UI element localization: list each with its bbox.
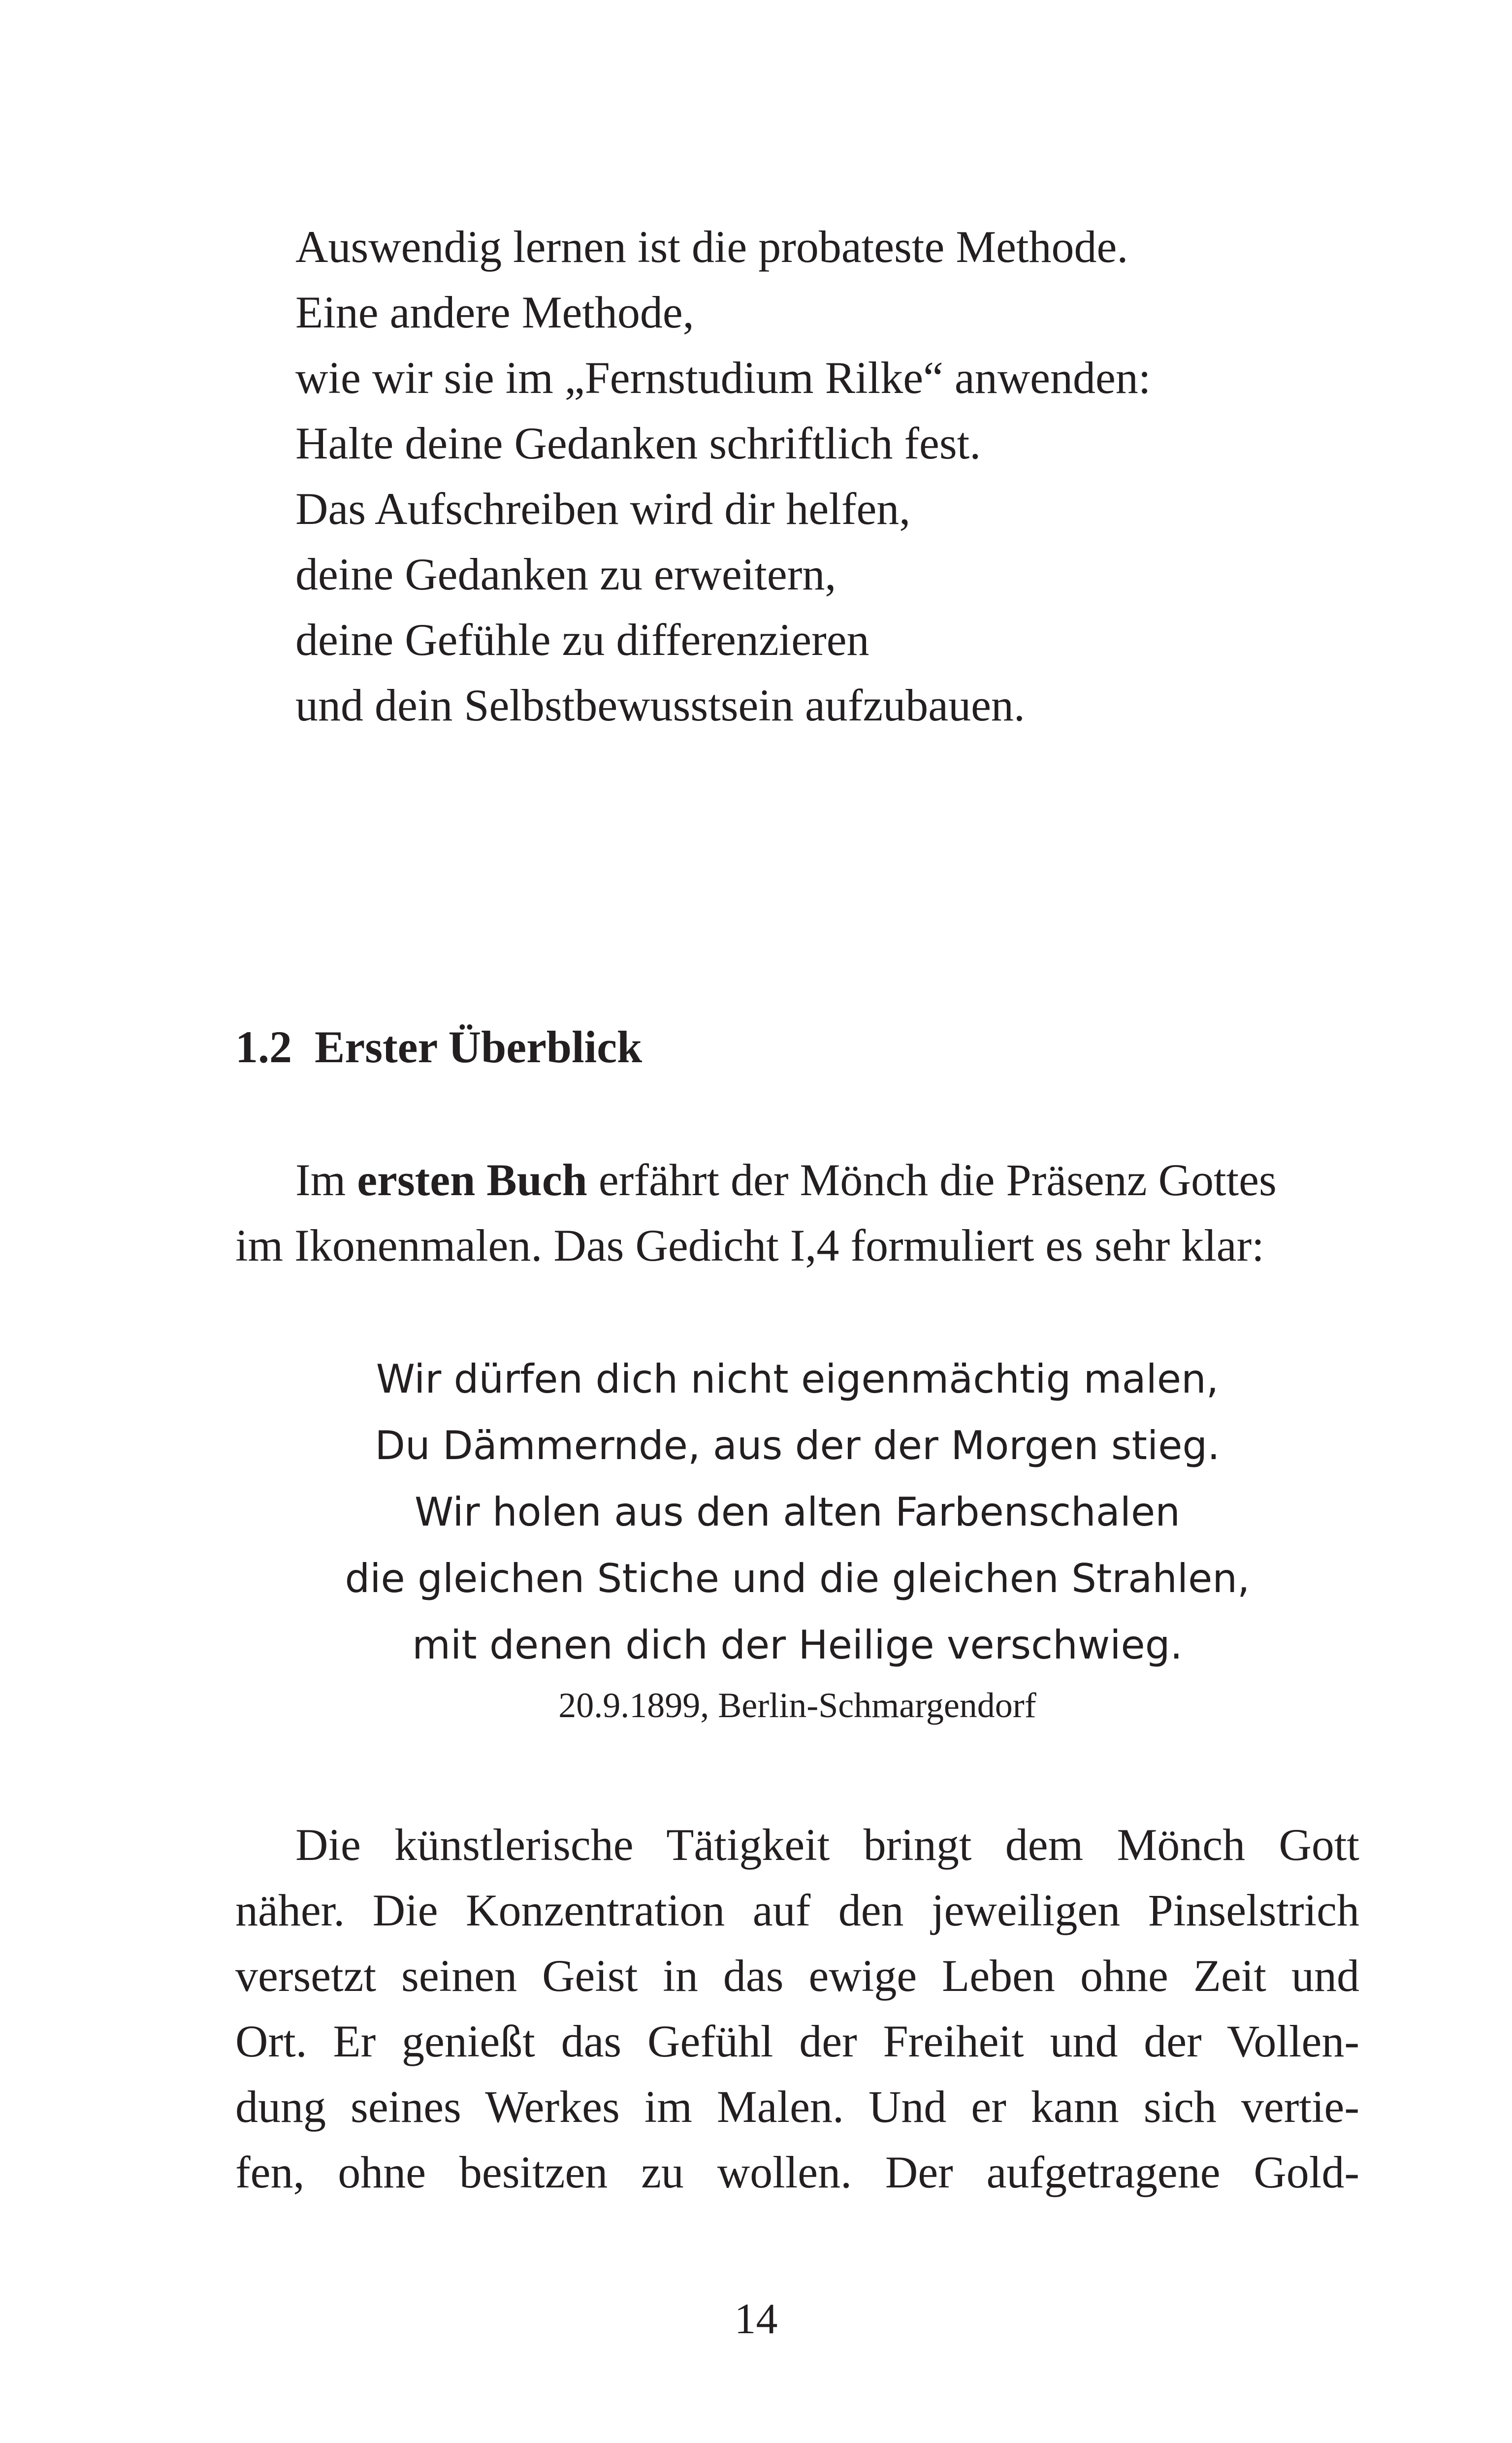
body-line: dung seines Werkes im Malen. Und er kann sich vertie-	[235, 2082, 1359, 2132]
poem-line: Wir dürfen dich nicht eigenmächtig malen,	[376, 1356, 1219, 1402]
poem-line: mit denen dich der Heilige verschwieg.	[412, 1622, 1183, 1668]
poem-line: Du Dämmernde, aus der der Morgen stieg.	[375, 1423, 1220, 1468]
intro-line: Halte deine Gedanken schriftlich fest.	[295, 418, 981, 468]
section-number: 1.2	[235, 1022, 292, 1072]
page-number: 14	[734, 2295, 778, 2343]
section-heading	[235, 1014, 642, 1080]
intro-line: wie wir sie im „Fernstudium Rilke“ anwenden:	[295, 353, 1151, 403]
poem-line: die gleichen Stiche und die gleichen Strahlen,	[345, 1556, 1250, 1601]
intro-line: deine Gefühle zu differenzieren	[295, 615, 869, 665]
body-line: Die künstlerische Tätigkeit bringt dem Mönch Gott	[295, 1820, 1359, 1870]
body-line: fen, ohne besitzen zu wollen. Der aufgetragene Gold-	[235, 2147, 1359, 2197]
body-paragraph	[235, 1812, 1359, 2205]
intro-line: Eine andere Methode,	[295, 287, 694, 337]
body-line: näher. Die Konzentration auf den jeweiligen Pinselstrich	[235, 1885, 1359, 1935]
intro-line: und dein Selbstbewusstsein aufzubauen.	[295, 680, 1025, 730]
lead-text: erfährt der Mönch die Präsenz Gottes	[587, 1155, 1277, 1205]
section-title: Erster Überblick	[315, 1022, 643, 1072]
lead-text: Im	[295, 1155, 357, 1205]
intro-line: Auswendig lernen ist die probateste Methode.	[295, 222, 1128, 272]
intro-line: deine Gedanken zu erweitern,	[295, 549, 836, 599]
lead-emphasis: ersten Buch	[357, 1155, 587, 1205]
lead-line	[235, 1147, 1359, 1213]
poem-source: 20.9.1899, Berlin-Schmargendorf	[558, 1686, 1036, 1725]
lead-line: im Ikonenmalen. Das Gedicht I,4 formuliert es sehr klar:	[235, 1220, 1264, 1270]
poem-quote	[235, 1346, 1359, 1732]
body-line: Ort. Er genießt das Gefühl der Freiheit und der Vollen-	[235, 2016, 1359, 2066]
intro-verse	[295, 214, 1428, 738]
body-line: versetzt seinen Geist in das ewige Leben ohne Zeit und	[235, 1951, 1359, 2001]
poem-line: Wir holen aus den alten Farbenschalen	[415, 1489, 1180, 1535]
intro-line: Das Aufschreiben wird dir helfen,	[295, 484, 911, 534]
lead-paragraph	[235, 1147, 1359, 1278]
